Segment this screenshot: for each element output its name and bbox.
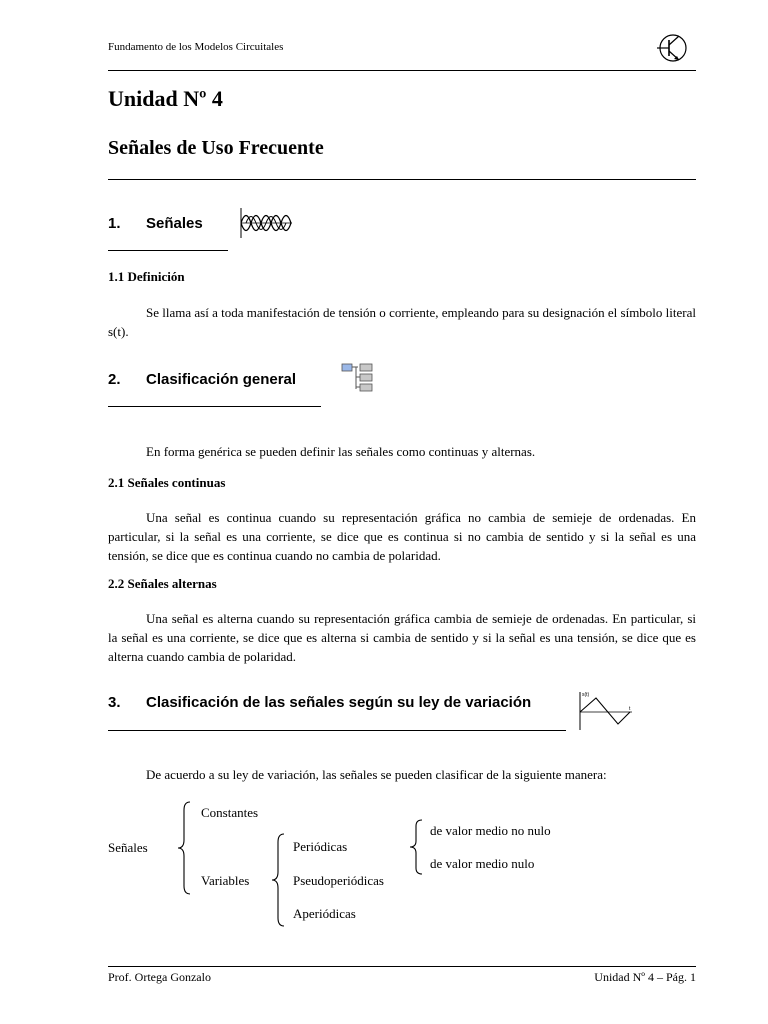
subsection-2-2-text: [108, 609, 696, 666]
section-1-number: 1.: [108, 215, 121, 232]
section-3-intro: [108, 765, 696, 784]
tree-medio-nulo: de valor medio nulo: [430, 856, 535, 871]
tree-variables: Variables: [201, 873, 250, 888]
tree-root: Señales: [108, 840, 148, 855]
sine-waves-icon: [238, 206, 294, 240]
footer-rule: [108, 966, 696, 967]
unit-subtitle: Señales de Uso Frecuente: [108, 137, 324, 159]
section-3-title: Clasificación de las señales según su ley de variación: [146, 694, 532, 711]
transistor-logo-icon: [655, 30, 691, 66]
section-3-intro-content: De acuerdo a su ley de variación, las señales se pueden clasificar de la siguiente manera:: [146, 767, 607, 782]
section-3-number: 3.: [108, 694, 121, 711]
footer-author: Prof. Ortega Gonzalo: [108, 970, 211, 984]
section-1-title: Señales: [146, 215, 203, 232]
section-2-title: Clasificación general: [146, 371, 297, 388]
brace-1-icon: [174, 800, 194, 896]
subsection-2-1-title: 2.1 Señales continuas: [108, 475, 226, 490]
triangle-wave-icon: [572, 688, 638, 732]
subsection-2-2-text-content: Una señal es alterna cuando su representación gráfica cambia de semieje de ordenadas. En particular, si la señal es una corriente, se dice que es alterna si cambia de sentido y si la señal es una tensión, se dice que es alterna cuando cambia de polaridad.: [108, 611, 696, 664]
document-header-title: Fundamento de los Modelos Circuitales: [108, 41, 284, 53]
subsection-1-1-title: 1.1 Definición: [108, 269, 185, 284]
wave-y-label: s(t): [582, 692, 590, 698]
tree-medio-no-nulo: de valor medio no nulo: [430, 823, 551, 838]
tree-pseudoperiodicas: Pseudoperiódicas: [293, 873, 384, 888]
footer-page-number: Unidad Nº 4 – Pág. 1: [594, 970, 696, 984]
unit-title: Unidad Nº 4: [108, 86, 223, 111]
tree-constantes: Constantes: [201, 805, 259, 820]
tree-aperiodicas: Aperiódicas: [293, 906, 356, 921]
tree-structure-icon: [340, 362, 376, 394]
subsection-1-1-text-content: Se llama así a toda manifestación de tensión o corriente, empleando para su designación el símbolo literal s(t).: [108, 305, 696, 339]
section-2-number: 2.: [108, 371, 121, 388]
subsection-2-1-text: [108, 508, 696, 565]
subsection-1-1-text: [108, 303, 696, 341]
subsection-2-1-text-content: Una señal es continua cuando su representación gráfica no cambia de semieje de ordenadas. En particular, si la señal es una corriente, se dice que es continua si no cambia de sentido y si la señal es una tensión, se dice que es continua cuando no cambia de polaridad.: [108, 510, 696, 563]
section-2-intro-content: En forma genérica se pueden definir las señales como continuas y alternas.: [146, 444, 536, 459]
section-1-rule: [108, 250, 228, 251]
section-2-rule: [108, 406, 321, 407]
subsection-2-2-title: 2.2 Señales alternas: [108, 576, 217, 591]
tree-periodicas: Periódicas: [293, 839, 348, 854]
title-rule: [108, 179, 696, 180]
section-2-intro: [108, 442, 696, 461]
header-rule: [108, 70, 696, 71]
wave-x-label: t: [629, 706, 631, 712]
brace-2-icon: [268, 832, 288, 928]
section-3-rule: [108, 730, 566, 731]
brace-3-icon: [406, 818, 426, 876]
